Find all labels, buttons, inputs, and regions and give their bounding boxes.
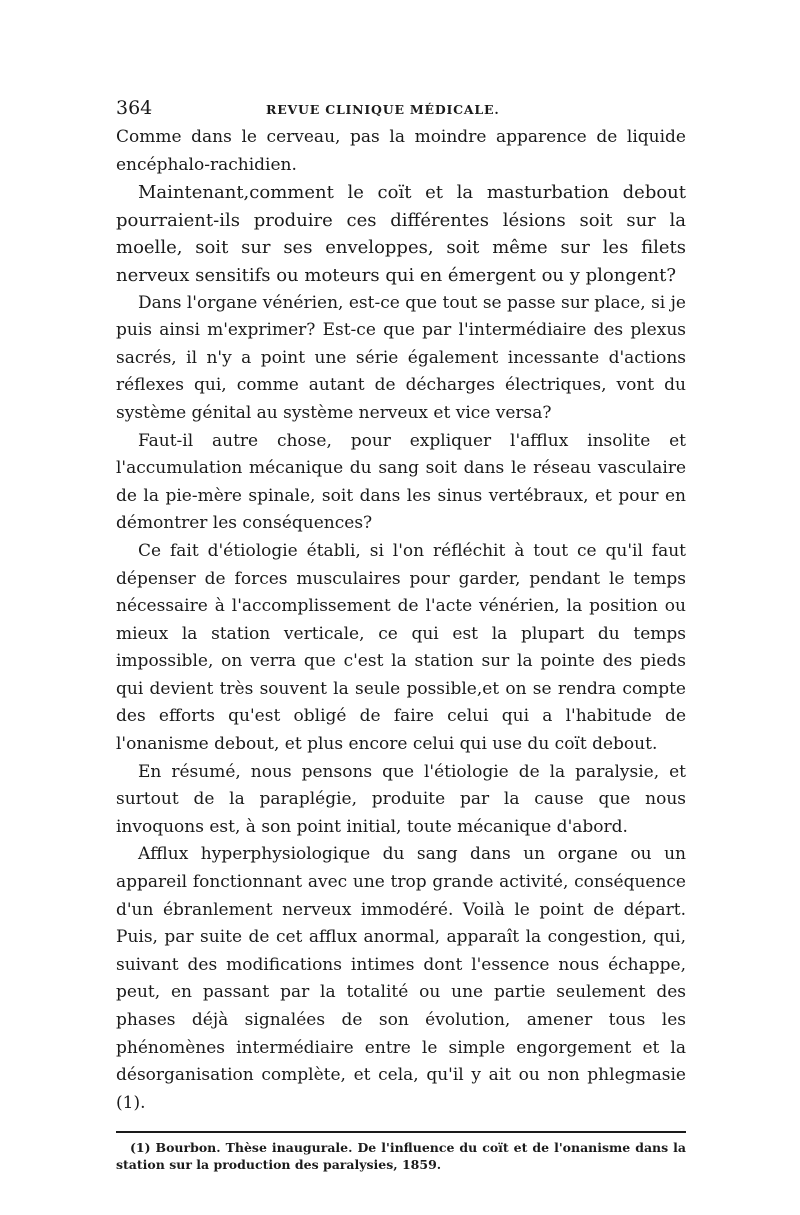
journal-title: REVUE CLINIQUE MÉDICALE. xyxy=(266,102,500,117)
book-page xyxy=(116,96,686,1173)
paragraph: Dans l'organe vénérien, est-ce que tout se passe sur place, si je puis ainsi m'exprimer? Est-ce que par l'intermédiaire des plexus sacrés, il n'y a point une série également incessante d'actions réflexes qui, comme autant de décharges électriques, vont du système génital au système nerveux et vice versa? xyxy=(116,292,686,423)
paragraph-continuation: Comme dans le cerveau, pas la moindre apparence de liquide encéphalo-rachidien. xyxy=(116,127,686,175)
paragraph: Afflux hyperphysiologique du sang dans un organe ou un appareil fonctionnant avec une trop grande activité, conséquence d'un ébranlement nerveux immodéré. Voilà le point de départ. Puis, par suite de cet afflux anormal, apparaît la congestion, qui, suivant des modifications intimes dont l'essence nous échappe, peut, en passant par la totalité ou une partie seulement des phases déjà signalées de son évolution, amener tous les phénomènes intermédiaire entre le simple engorgement et la désorganisation complète, et cela, qu'il y ait ou non phlegmasie (1). xyxy=(116,844,686,1113)
body-text xyxy=(116,124,686,1117)
page-number: 364 xyxy=(116,97,153,119)
paragraph: Faut-il autre chose, pour expliquer l'afflux insolite et l'accumulation mécanique du sang soit dans le réseau vasculaire de la pie-mère spinale, soit dans les sinus vertébraux, et pour en démontrer les conséquences? xyxy=(116,430,686,534)
running-head xyxy=(116,96,686,120)
paragraph: Maintenant,comment le coït et la masturbation debout pourraient-ils produire ces différentes lésions soit sur la moelle, soit sur ses enveloppes, soit même sur les filets nerveux sensitifs ou moteurs qui en émergent ou y plongent? xyxy=(116,182,686,286)
footnote-divider xyxy=(116,1131,686,1133)
footnote: (1) Bourbon. Thèse inaugurale. De l'influence du coït et de l'onanisme dans la station sur la production des paralysies, 1859. xyxy=(116,1140,686,1173)
paragraph: En résumé, nous pensons que l'étiologie de la paralysie, et surtout de la paraplégie, produite par la cause que nous invoquons est, à son point initial, toute mécanique d'abord. xyxy=(116,761,686,837)
paragraph: Ce fait d'étiologie établi, si l'on réfléchit à tout ce qu'il faut dépenser de forces musculaires pour garder, pendant le temps nécessaire à l'accomplissement de l'acte vénérien, la position ou mieux la station verticale, ce qui est la plupart du temps impossible, on verra que c'est la station sur la pointe des pieds qui devient très souvent la seule possible,et on se rendra compte des efforts qu'est obligé de faire celui qui a l'habitude de l'onanisme debout, et plus encore celui qui use du coït debout. xyxy=(116,540,686,755)
